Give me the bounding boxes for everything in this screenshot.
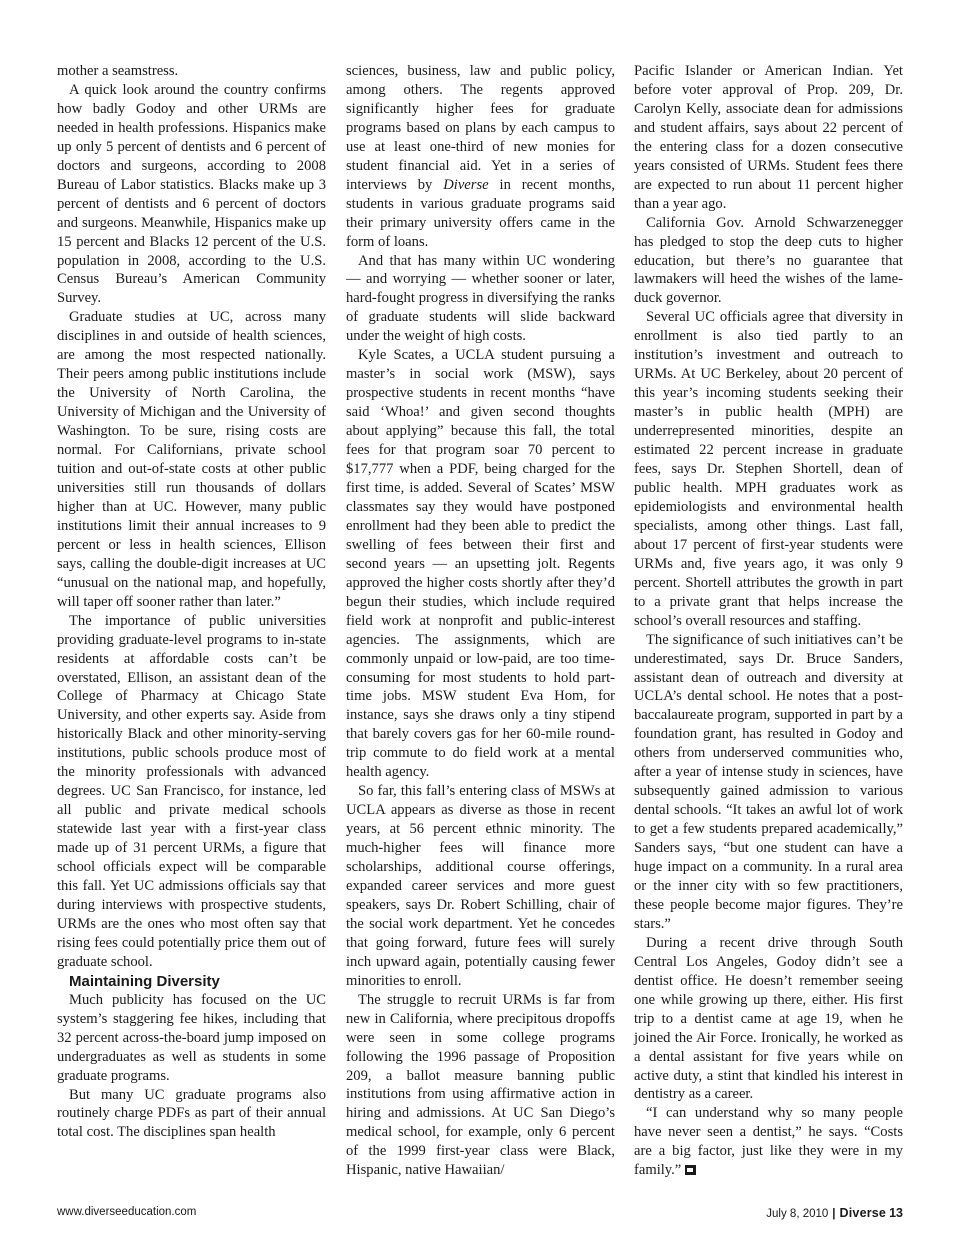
- paragraph: California Gov. Arnold Schwarzenegger has pledged to stop the deep cuts to higher education, but there’s no guarantee that lawmakers will heed the wishes of the lame-duck governor.: [634, 214, 903, 307]
- paragraph-text: “I can understand why so many people have never seen a dentist,” he says. “Costs are a big factor, just like they were in my family.”: [634, 1105, 903, 1179]
- paragraph: Several UC officials agree that diversity in enrollment is also tied partly to an institution’s investment and outreach to URMs. At UC Berkeley, about 20 percent of this year’s incoming students seeking their master’s in public health (MPH) are underrepresented minorities, despite an estimated 22 percent increase in graduate fees, says Dr. Stephen Shortell, dean of public health. MPH graduates work as epidemiologists and environmental health specialists, among other things. Last fall, about 17 percent of first-year students were URMs and, five years ago, it was only 9 percent. Shortell attributes the growth in part to a private grant that helps increase the school’s overall resources and staffing.: [634, 309, 903, 629]
- article-column-3: [634, 62, 903, 1180]
- issue-date: July 8, 2010: [766, 1208, 829, 1220]
- article-column-1: [57, 62, 326, 1142]
- last-paragraph: [634, 1104, 903, 1180]
- paragraph: The significance of such initiatives can’t be underestimated, says Dr. Bruce Sanders, assistant dean of outreach and diversity at UCLA’s dental school. He notes that a post-baccalaureate program, supported in part by a foundation grant, has resulted in Godoy and others from underserved communities who, after a year of intense study in sciences, have subsequently gained admission to various dental schools. “It takes an awful lot of work to get a few students prepared academically,” Sanders says, “but one student can have a huge impact on a community. In a rural area or the inner city with so few practitioners, these people become major figures. They’re stars.”: [634, 631, 903, 932]
- paragraph: Pacific Islander or American Indian. Yet before voter approval of Prop. 209, Dr. Carolyn Kelly, associate dean for admissions and student affairs, says about 22 percent of the entering class for a dozen consecutive years consisted of URMs. Student fees there are expected to run about 11 percent higher than a year ago.: [634, 63, 903, 212]
- paragraph: The struggle to recruit URMs is far from new in California, where precipitous dropoffs were seen in some college programs following the 1996 passage of Proposition 209, a ballot measure banning public institutions from using affirmative action in hiring and admissions. At UC San Diego’s medical school, for example, only 6 percent of the 1999 first-year class were Black, Hispanic, native Hawaiian/: [346, 991, 615, 1179]
- folio: [766, 1206, 903, 1220]
- paragraph: The importance of public universities providing graduate-level programs to in-state residents at affordable costs can’t be overstated, Ellison, an assistant dean of the College of Pharmacy at Chicago State University, and other experts say. Aside from historically Black and other minority-serving institutions, public schools produce most of the minority professionals with advanced degrees. UC San Francisco, for instance, led all public and private medical schools statewide last year with a first-year class made up of 31 percent URMs, a figure that school officials expect will be comparable this fall. Yet UC admissions officials say that during interviews with prospective students, URMs are the ones who most often say that rising fees could potentially price them out of graduate school.: [57, 612, 326, 970]
- page-footer: [57, 1206, 903, 1224]
- section-subhead: Maintaining Diversity: [69, 972, 220, 990]
- paragraph: Graduate studies at UC, across many disciplines in and outside of health sciences, are among the most respected nationally. Their peers among public institutions include the University of North Carolina, the University of Michigan and the University of Washington. To be sure, rising costs are normal. For Californians, private school tuition and out-of-state costs at other public universities still run thousands of dollars higher than at UC. However, many public institutions limit their annual increases to 9 percent or less in health sciences, Ellison says, calling the double-digit increases at UC “unusual on the national map, and hopefully, will taper off sooner rather than later.”: [57, 309, 326, 610]
- paragraph: sciences, business, law and public policy, among others. The regents approved significantly higher fees for graduate programs based on plans by each campus to use at least one-third of new monies for student financial aid. Yet in a series of interviews by Diverse in recent months, students in various graduate programs said their primary university offers came in the form of loans.: [346, 63, 615, 250]
- folio-separator: |: [832, 1208, 836, 1220]
- paragraph: Kyle Scates, a UCLA student pursuing a master’s in social work (MSW), says prospective students in recent months “have said ‘Whoa!’ and given second thoughts about applying” because this fall, the total fees for that program soar 70 percent to $17,777 when a PDF, being charged for the first time, is added. Several of Scates’ MSW classmates say they would have postponed enrollment had they been able to predict the swelling of fees between their first and second years — an upsetting jolt. Regents approved the higher costs shortly after they’d begun their studies, which include required field work at nonprofit and public-interest agencies. The assignments, which are commonly unpaid or low-paid, are too time-consuming for most students to hold part-time jobs. MSW student Eva Hom, for instance, says she draws only a tiny stipend that barely covers gas for her 60-mile round-trip commute to do field work at a mental health agency.: [346, 347, 615, 781]
- end-of-story-icon: [685, 1165, 696, 1175]
- paragraph: A quick look around the country confirms how badly Godoy and other URMs are needed in health professions. Hispanics make up only 5 percent of dentists and 6 percent of doctors and surgeons, according to 2008 Bureau of Labor statistics. Blacks make up 3 percent of dentists and 6 percent of doctors and surgeons. Meanwhile, Hispanics make up 15 percent and Blacks 12 percent of the U.S. population in 2008, according to the U.S. Census Bureau’s American Community Survey.: [57, 81, 326, 307]
- paragraph: Much publicity has focused on the UC system’s staggering fee hikes, including that 32 percent across-the-board jump imposed on undergraduates as well as students in some graduate programs.: [57, 991, 326, 1084]
- paragraph: mother a seamstress.: [57, 63, 179, 79]
- paragraph: During a recent drive through South Central Los Angeles, Godoy didn’t see a dentist office. He doesn’t remember seeing one while growing up there, either. His first trip to a dentist came at age 19, when he joined the Air Force. Ironically, he worked as a dental assistant for five years while on active duty, a stint that kindled his interest in dentistry as a career.: [634, 934, 903, 1103]
- magazine-name: Diverse: [839, 1206, 887, 1220]
- article-column-2: [346, 62, 615, 1180]
- paragraph: But many UC graduate programs also routinely charge PDFs as part of their annual total cost. The disciplines span health: [57, 1086, 326, 1141]
- paragraph: So far, this fall’s entering class of MSWs at UCLA appears as diverse as those in recent years, at 56 percent ethnic minority. The much-higher fees will finance more scholarships, additional course offerings, expanded career services and more guest speakers, says Dr. Robert Schilling, chair of the social work department. Yet he concedes that going forward, future fees will surely inch upward again, potentially causing fewer minorities to enroll.: [346, 783, 615, 989]
- publication-name: Diverse: [443, 176, 489, 193]
- paragraph: And that has many within UC wondering — and worrying — whether sooner or later, hard-fought progress in diversifying the ranks of graduate students will slide backward under the weight of high costs.: [346, 252, 615, 345]
- page-number: 13: [889, 1206, 903, 1220]
- website-url[interactable]: www.diverseeducation.com: [57, 1206, 197, 1218]
